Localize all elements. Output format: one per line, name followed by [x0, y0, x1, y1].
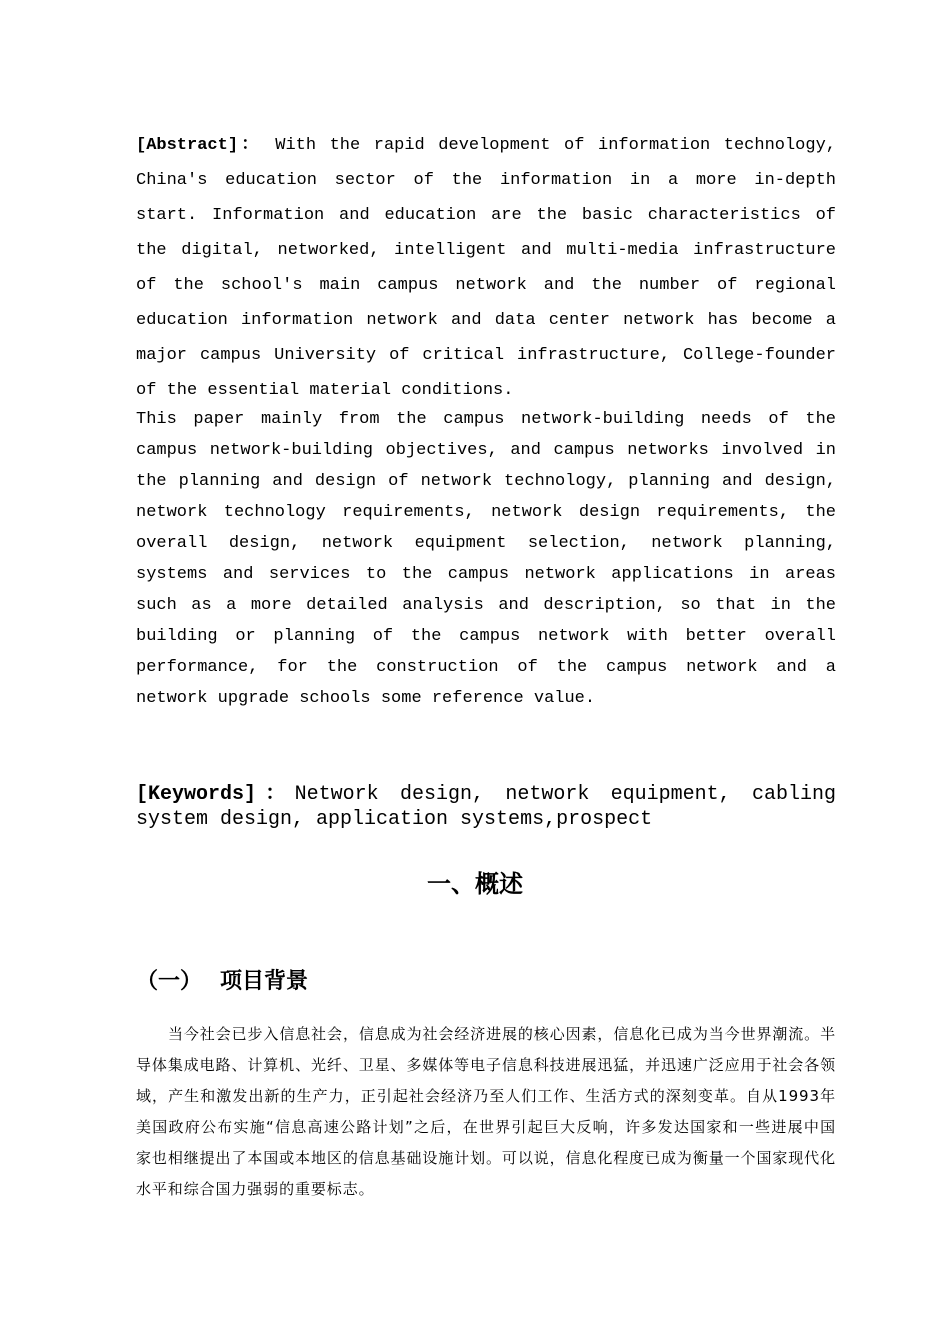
- abstract-label: [Abstract]：: [136, 136, 262, 155]
- chapter-heading: 一、概述: [427, 870, 523, 898]
- keywords-label: [Keywords]：: [136, 783, 295, 806]
- body-text-block: [136, 1019, 836, 1205]
- keywords-text: Network design, network equipment, cabling system design, application systems,prospect: [136, 783, 836, 831]
- body-paragraph: 当今社会已步入信息社会，信息成为社会经济进展的核心因素，信息化已成为当今世界潮流。半导体集成电路、计算机、光纤、卫星、多媒体等电子信息科技进展迅猛，并迅速广泛应用于社会各领域，产生和激发出新的生产力，正引起社会经济乃至人们工作、生活方式的深刻变革。自从1993年美国政府公布实施“信息高速公路计划”之后，在世界引起巨大反响，许多发达国家和一些进展中国家也相继提出了本国或本地区的信息基础设施计划。可以说，信息化程度已成为衡量一个国家现代化水平和综合国力强弱的重要标志。: [136, 1025, 836, 1198]
- abstract-block: [136, 128, 836, 714]
- abstract-paragraph-1: [136, 128, 836, 408]
- keywords-block: [136, 782, 836, 832]
- section-number: （一）: [136, 969, 203, 994]
- section-title: 项目背景: [220, 969, 309, 994]
- section-heading: [136, 964, 308, 1000]
- abstract-text-1: With the rapid development of information technology, China's education sector of the information in a more in-depth start. Information and education are the basic characteristics of the digital, networked, intelligent and multi-media infrastructure of the school's main campus network and the number of regional education information network and data center network has become a major campus University of critical infrastructure, College-founder of the essential material conditions.: [136, 136, 836, 400]
- abstract-paragraph-2: This paper mainly from the campus network-building needs of the campus network-building objectives, and campus networks involved in the planning and design of network technology, planning and design, network technology requirements, network design requirements, the overall design, network equipment selection, network planning, systems and services to the campus network applications in areas such as a more detailed analysis and description, so that in the building or planning of the campus network with better overall performance, for the construction of the campus network and a network upgrade schools some reference value.: [136, 410, 836, 708]
